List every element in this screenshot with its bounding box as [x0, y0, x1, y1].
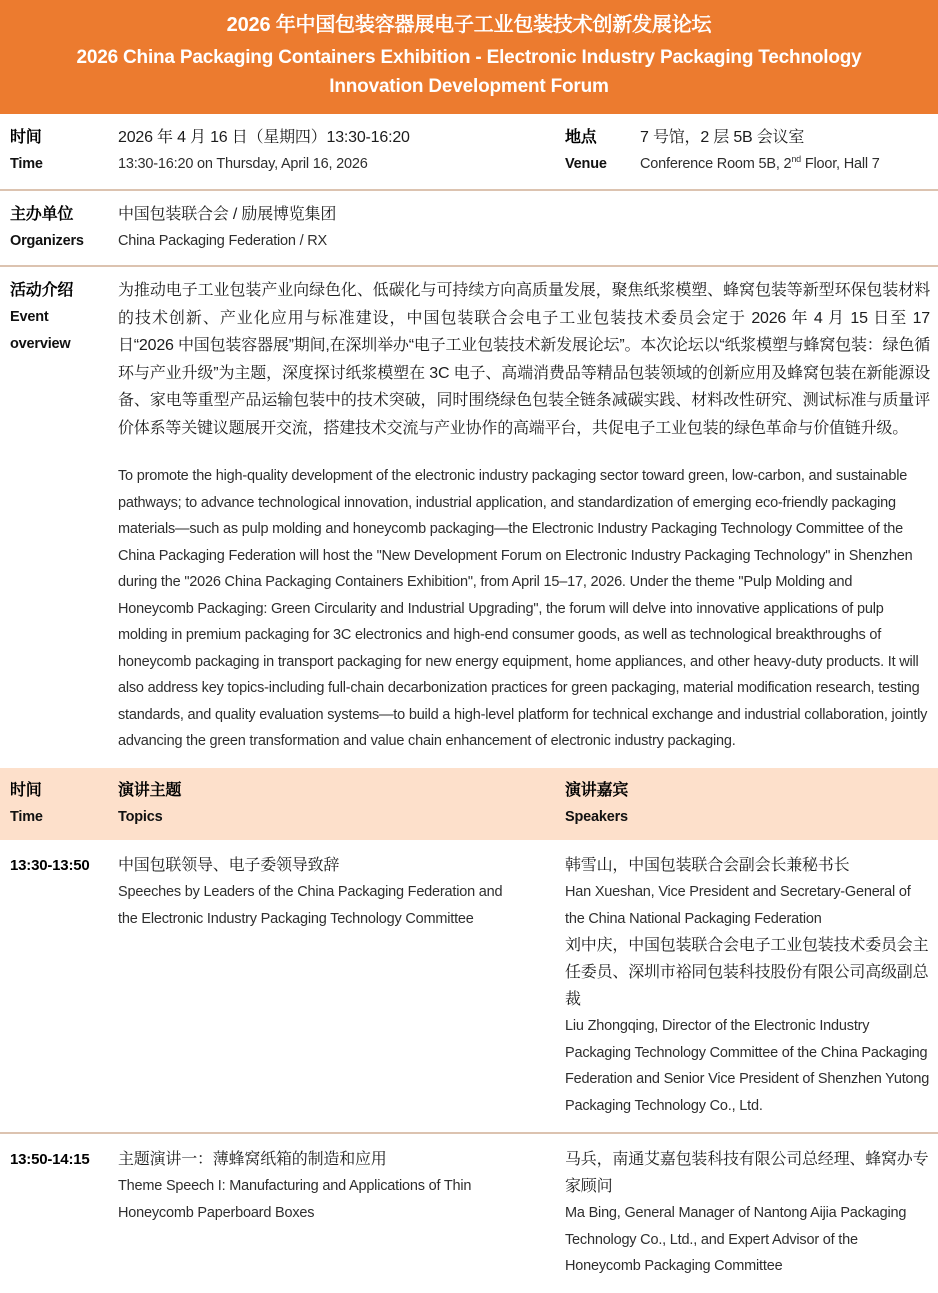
organizers-value-zh: 中国包装联合会 / 励展博览集团	[118, 205, 337, 223]
speaker-name-title-zh: 马兵，南通艾嘉包装科技有限公司总经理、蜂窝办专家顾问	[565, 1151, 929, 1195]
event-overview-row	[0, 267, 938, 766]
session-topic-en: Theme Speech I: Manufacturing and Applications of Thin Honeycomb Paperboard Boxes	[118, 1178, 472, 1221]
overview-paragraph-zh: 为推动电子工业包装产业向绿色化、低碳化与可持续方向高质量发展，聚焦纸浆模塑、蜂窝包装等新型环保包装材料的技术创新、产业化应用与标准建设，中国包装联合会电子工业包装技术委员会定于 2026 年 4 月 15 日至 17 日“2026 中国包装容器展”期间,在深圳举办“电子工业包装技术新发展论坛”。本次论坛以“纸浆模塑与蜂窝包装：绿色循环与产业升级”为主题，深度探讨纸浆模塑在 3C 电子、高端消费品等精品包装领域的创新应用及蜂窝包装在新能源设备、家电等重型产品运输包装中的技术突破，同时围绕绿色包装全链条减碳实践、材料改性研究、测试标准与质量评价体系等关键议题展开交流，搭建技术交流与产业协作的高端平台，共促电子工业包装的绿色革命与价值链升级。	[118, 282, 930, 437]
session-topic-zh: 主题演讲一：薄蜂窝纸箱的制造和应用	[118, 1151, 387, 1168]
session-time	[0, 1146, 118, 1280]
overview-paragraph-en: To promote the high-quality development of the electronic industry packaging sector toward green, low-carbon, and sustainable pathways; to advance technological innovation, industrial application, and standardization of emerging eco-friendly packaging materials—such as pulp molding and honeycomb packaging—the Electronic Industry Packaging Technology Committee of the China Packaging Federation will host the "New Development Forum on Electronic Industry Packaging Technology" in Shenzhen during the "2026 China Packaging Containers Exhibition", from April 15–17, 2026. Under the theme "Pulp Molding and Honeycomb Packaging: Green Circularity and Industrial Upgrading", the forum will delve into innovative applications of pulp molding in premium packaging for 3C electronics and high-end consumer goods, as well as technological breakthroughs of honeycomb packaging in transport packaging for new energy equipment, home appliances, and other heavy-duty products. It will also address key topics-including full-chain decarbonization practices for green packaging, material modification research, testing standards, and quality evaluation systems—to build a high-level platform for technical exchange and industrial collaboration, jointly advancing the green transformation and value chain enhancement of electronic industry packaging.	[118, 468, 928, 749]
schedule-header-speakers-zh: 演讲嘉宾	[565, 781, 629, 799]
venue-value-en	[640, 151, 930, 178]
schedule-header-time-en: Time	[10, 808, 43, 825]
schedule-row	[0, 1134, 938, 1293]
schedule-header-topics-zh: 演讲主题	[118, 781, 182, 799]
time-value-zh: 2026 年 4 月 16 日（星期四）13:30-16:20	[118, 129, 410, 146]
session-speakers	[565, 852, 938, 1119]
venue-label-en: Venue	[565, 156, 607, 172]
speaker-entry	[565, 1146, 930, 1280]
speaker-name-title-en: Liu Zhongqing, Director of the Electronic Industry Packaging Technology Committee of the China Packaging Federation and Senior Vice President of Shenzhen Yutong Packaging Technology Co., Ltd.	[565, 1018, 930, 1114]
schedule-header-row	[0, 768, 938, 841]
session-time	[0, 852, 118, 1119]
venue-en-post: Floor, Hall 7	[800, 156, 880, 172]
time-label-zh: 时间	[10, 129, 42, 146]
overview-label-en: Event overview	[10, 309, 71, 352]
schedule-header-speakers-en: Speakers	[565, 808, 628, 825]
venue-value-zh: 7 号馆，2 层 5B 会议室	[640, 129, 805, 146]
time-label	[0, 124, 118, 178]
schedule-header-time	[0, 777, 118, 831]
session-topic	[118, 852, 565, 1119]
schedule-row	[0, 840, 938, 1134]
overview-label-zh: 活动介绍	[10, 282, 74, 299]
session-time-value: 13:50-14:15	[10, 1151, 90, 1168]
time-venue-row	[0, 114, 938, 191]
overview-value	[118, 277, 938, 755]
session-time-value: 13:30-13:50	[10, 857, 90, 874]
forum-title-zh: 2026 年中国包装容器展电子工业包装技术创新发展论坛	[226, 14, 712, 36]
organizers-label-en: Organizers	[10, 232, 84, 249]
session-topic-zh: 中国包联领导、电子委领导致辞	[118, 857, 340, 874]
speaker-name-title-en: Ma Bing, General Manager of Nantong Aijia Packaging Technology Co., Ltd., and Expert Advisor of the Honeycomb Packaging Committee	[565, 1205, 907, 1274]
speaker-entry	[565, 932, 930, 1119]
forum-title-en: 2026 China Packaging Containers Exhibition - Electronic Industry Packaging Technology Innovation Development Forum	[76, 47, 862, 97]
time-value-en: 13:30-16:20 on Thursday, April 16, 2026	[118, 156, 368, 172]
venue-value	[640, 124, 938, 178]
speaker-entry	[565, 852, 930, 932]
speaker-name-title-zh: 刘中庆，中国包装联合会电子工业包装技术委员会主任委员、深圳市裕同包装科技股份有限公司高级副总裁	[565, 937, 929, 1008]
session-speakers	[565, 1146, 938, 1280]
schedule-header-topics	[118, 777, 565, 831]
venue-label-zh: 地点	[565, 129, 597, 146]
schedule-header-time-zh: 时间	[10, 781, 42, 799]
venue-en-pre: Conference Room 5B, 2	[640, 156, 792, 172]
session-topic-en: Speeches by Leaders of the China Packaging Federation and the Electronic Industry Packaging Technology Committee	[118, 884, 503, 927]
organizers-value	[118, 201, 938, 255]
organizers-row	[0, 191, 938, 268]
organizers-label-zh: 主办单位	[10, 205, 74, 223]
organizers-label	[0, 201, 118, 255]
overview-label	[0, 277, 118, 755]
forum-title-banner	[0, 0, 938, 114]
time-label-en: Time	[10, 156, 43, 172]
venue-label	[565, 124, 640, 178]
organizers-value-en: China Packaging Federation / RX	[118, 232, 328, 249]
speaker-name-title-zh: 韩雪山，中国包装联合会副会长兼秘书长	[565, 857, 850, 874]
venue-en-ordinal-sup: nd	[791, 154, 801, 165]
time-value	[118, 124, 565, 178]
schedule-header-topics-en: Topics	[118, 808, 163, 825]
session-topic	[118, 1146, 565, 1280]
speaker-name-title-en: Han Xueshan, Vice President and Secretary-General of the China National Packaging Federation	[565, 884, 911, 927]
schedule-header-speakers	[565, 777, 938, 831]
